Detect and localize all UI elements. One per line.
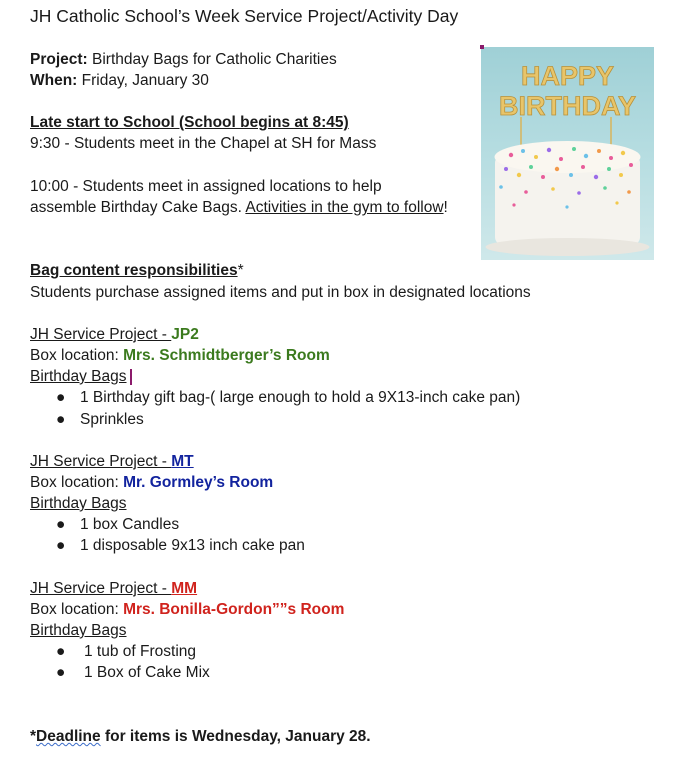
- group-heading-prefix: JH Service Project -: [30, 453, 172, 470]
- group-mm-box: [30, 600, 344, 620]
- box-label: Box location:: [30, 347, 124, 364]
- list-item: ● Sprinkles: [56, 411, 144, 428]
- deadline-word: Deadline: [36, 728, 101, 745]
- image-anchor-handle[interactable]: [480, 45, 484, 49]
- group-heading-prefix: JH Service Project -: [30, 326, 172, 343]
- box-label: Box location:: [30, 474, 124, 491]
- birthday-cake-image: [481, 47, 654, 260]
- when-value: Friday, January 30: [77, 72, 209, 89]
- list-item-text: 1 tub of Frosting: [84, 643, 197, 660]
- group-mt-box: [30, 473, 273, 493]
- list-item-text: 1 box Candles: [80, 516, 180, 533]
- list-item: ● 1 box Candles: [56, 516, 180, 533]
- happy-topper-text: HAPPY: [520, 61, 615, 91]
- list-item-text: 1 Birthday gift bag-( large enough to hold a 9X13-inch cake pan): [80, 389, 521, 406]
- bag-heading-line: [30, 261, 244, 281]
- group-jp2-box: [30, 346, 330, 366]
- group-mt-heading: [30, 452, 194, 472]
- assemble-line-2: [30, 198, 448, 218]
- project-label: Project:: [30, 51, 88, 68]
- assemble-text: assemble Birthday Cake Bags.: [30, 199, 246, 216]
- project-value: Birthday Bags for Catholic Charities: [87, 51, 337, 68]
- group-mm-list-title: Birthday Bags: [30, 622, 127, 639]
- list-item: ● 1 disposable 9x13 inch cake pan: [56, 537, 305, 554]
- box-room: Mrs. Schmidtberger’s Room: [123, 347, 330, 364]
- group-jp2-heading: [30, 325, 199, 345]
- group-mt-list-title: Birthday Bags: [30, 495, 127, 512]
- box-room: Mr. Gormley’s Room: [123, 474, 274, 491]
- box-room: Mrs. Bonilla-Gordon””s Room: [123, 601, 345, 618]
- deadline-star: *: [30, 728, 37, 745]
- deadline-line: [30, 727, 371, 747]
- bag-intro: Students purchase assigned items and put in box in designated locations: [30, 284, 531, 301]
- assemble-line-1: 10:00 - Students meet in assigned locations to help: [30, 178, 382, 195]
- late-start-heading: Late start to School (School begins at 8:45): [30, 114, 349, 131]
- page-title: JH Catholic School’s Week Service Project/Activity Day: [30, 6, 459, 26]
- group-code: JP2: [171, 326, 199, 343]
- bag-heading: Bag content responsibilities: [30, 262, 238, 279]
- group-heading-prefix: JH Service Project -: [30, 580, 172, 597]
- list-item-text: 1 disposable 9x13 inch cake pan: [80, 537, 305, 554]
- list-item: ● 1 Box of Cake Mix: [56, 664, 210, 681]
- gym-activities-link[interactable]: Activities in the gym to follow: [245, 199, 444, 216]
- group-mm-heading: [30, 579, 197, 599]
- list-item-text: 1 Box of Cake Mix: [84, 664, 210, 681]
- group-jp2-list-title: Birthday Bags: [30, 368, 127, 385]
- assemble-exclaim: !: [443, 199, 448, 216]
- project-line: [30, 50, 337, 70]
- text-cursor: [130, 369, 132, 385]
- group-code: MT: [171, 453, 194, 470]
- cake-illustration: [481, 47, 654, 260]
- list-item-text: Sprinkles: [80, 411, 144, 428]
- list-item: ● 1 Birthday gift bag-( large enough to hold a 9X13-inch cake pan): [56, 389, 521, 406]
- list-item: ● 1 tub of Frosting: [56, 643, 197, 660]
- when-line: [30, 71, 209, 91]
- when-label: When:: [30, 72, 78, 89]
- bag-heading-star: *: [237, 262, 244, 279]
- group-code: MM: [171, 580, 198, 597]
- birthday-topper-text: BIRTHDAY: [498, 91, 637, 121]
- mass-line: 9:30 - Students meet in the Chapel at SH for Mass: [30, 135, 377, 152]
- box-label: Box location:: [30, 601, 124, 618]
- deadline-text: for items is Wednesday, January 28.: [100, 728, 371, 745]
